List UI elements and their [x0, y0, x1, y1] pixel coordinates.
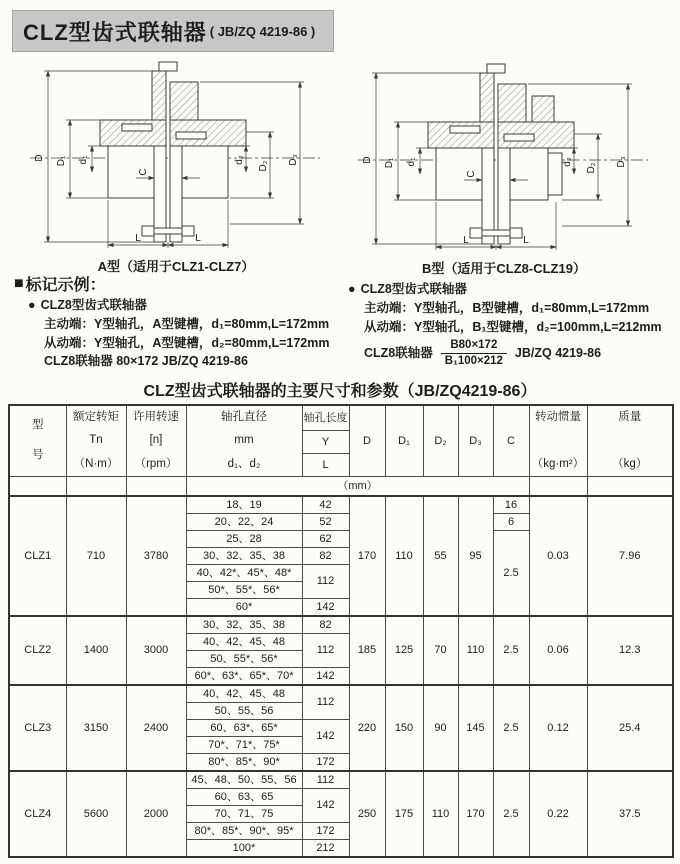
dim-label-L2: L: [523, 235, 529, 246]
D1-cell: 150: [385, 685, 423, 771]
header-C: C: [493, 405, 529, 477]
empty-cell: [529, 477, 587, 497]
bore-cell: 45、48、50、55、56: [186, 771, 302, 789]
designation-fraction: $\frac{B80\times 172}{\text{B₁100×212}}$: [441, 338, 507, 368]
D1-cell: 175: [385, 771, 423, 857]
marking-example-right: [348, 280, 674, 368]
dim-label-d2: d₂: [234, 155, 245, 165]
bore-cell: 100*: [186, 840, 302, 858]
marking-right-line2: 从动端：Y型轴孔，B₁型键槽，d₂=100mm,L=212mm: [364, 319, 662, 334]
bore-cell: 40、42、45、48: [186, 634, 302, 651]
torque-cell: 710: [66, 496, 126, 616]
page-title-main: CLZ型齿式联轴器: [23, 19, 207, 45]
dim-label-L2: L: [195, 233, 201, 244]
dim-label-C: C: [466, 170, 477, 178]
dim-label-d1: d₁: [406, 157, 417, 167]
dim-label-D3: D₃: [616, 156, 627, 168]
header-model: 型 号: [9, 405, 66, 477]
marking-heading: [14, 272, 106, 295]
model-cell: CLZ1: [9, 496, 66, 616]
table-row: [9, 771, 673, 789]
marking-left-line1: 主动端：Y型轴孔，A型键槽，d₁=80mm,L=172mm: [44, 316, 330, 331]
header-bore-length: 轴孔长度: [302, 405, 349, 431]
marking-right-title: ● CLZ8型齿式联轴器: [348, 280, 674, 299]
speed-cell: 3000: [126, 616, 186, 685]
length-cell: 212: [302, 840, 349, 858]
D3-cell: 110: [458, 616, 493, 685]
D-cell: 185: [349, 616, 385, 685]
bore-cell: 25、28: [186, 531, 302, 548]
length-cell: 82: [302, 616, 349, 634]
marking-right-designation: CLZ8联轴器 $\frac{B80\times 172}{\text{B₁100×212}}$ JB/ZQ 4219-86: [364, 339, 602, 367]
D3-cell: 170: [458, 771, 493, 857]
length-cell: 62: [302, 531, 349, 548]
bore-cell: 30、32、35、38: [186, 548, 302, 565]
table-header-row: [9, 405, 673, 431]
square-bullet-icon: ■: [14, 274, 24, 292]
length-cell: 42: [302, 496, 349, 514]
model-cell: CLZ2: [9, 616, 66, 685]
empty-cell: [126, 477, 186, 497]
length-cell: 172: [302, 823, 349, 840]
length-cell: 52: [302, 514, 349, 531]
mass-cell: 25.4: [587, 685, 673, 771]
bore-cell: 50、55*、56*: [186, 651, 302, 668]
dim-label-C: C: [138, 168, 149, 176]
speed-cell: 2400: [126, 685, 186, 771]
marking-left-title: ● CLZ8型齿式联轴器: [28, 296, 348, 315]
header-bore-diameter: 轴孔直径 mm d₁、d₂: [186, 405, 302, 477]
C-cell: 6: [493, 514, 529, 531]
header-D3: D₃: [458, 405, 493, 477]
dim-label-D3: D₃: [288, 154, 299, 166]
speed-cell: 2000: [126, 771, 186, 857]
dim-label-D1: D₁: [56, 155, 67, 167]
bore-cell: 80*、85*、90*: [186, 754, 302, 772]
table-row: [9, 496, 673, 514]
inertia-cell: 0.12: [529, 685, 587, 771]
D-cell: 220: [349, 685, 385, 771]
dim-label-D2: D₂: [586, 162, 597, 174]
table-title: CLZ型齿式联轴器的主要尺寸和参数（JB/ZQ4219-86）: [143, 383, 537, 400]
D1-cell: 110: [385, 496, 423, 616]
header-D2: D₂: [423, 405, 458, 477]
dim-label-D: D: [362, 156, 373, 164]
type-a-caption: A型（适用于CLZ1-CLZ7）: [97, 259, 255, 274]
mass-cell: 7.96: [587, 496, 673, 616]
bore-cell: 40、42*、45*、48*: [186, 565, 302, 582]
length-cell: 142: [302, 720, 349, 754]
length-cell: 142: [302, 789, 349, 823]
type-b-caption: B型（适用于CLZ8-CLZ19）: [422, 261, 586, 276]
dim-label-L1: L: [135, 233, 141, 244]
header-torque: 额定转矩 Tn （N·m）: [66, 405, 126, 477]
bore-cell: 50、55、56: [186, 703, 302, 720]
bore-cell: 80*、85*、90*、95*: [186, 823, 302, 840]
circle-bullet-icon: ●: [348, 282, 356, 296]
bore-cell: 40、42、45、48: [186, 685, 302, 703]
D2-cell: 110: [423, 771, 458, 857]
marking-right-line1: 主动端：Y型轴孔，B型键槽，d₁=80mm,L=172mm: [364, 300, 650, 315]
header-length-l: L: [302, 454, 349, 477]
torque-cell: 5600: [66, 771, 126, 857]
length-cell: 172: [302, 754, 349, 772]
table-row: [9, 685, 673, 703]
D2-cell: 90: [423, 685, 458, 771]
C-cell: 2.5: [493, 685, 529, 771]
dim-label-D2: D₂: [258, 160, 269, 172]
C-cell: 2.5: [493, 771, 529, 857]
page-title: [12, 10, 334, 52]
header-D1: D₁: [385, 405, 423, 477]
inertia-cell: 0.03: [529, 496, 587, 616]
dim-label-d1: d₁: [78, 155, 89, 165]
torque-cell: 3150: [66, 685, 126, 771]
length-cell: 112: [302, 685, 349, 720]
empty-cell: [9, 477, 66, 497]
unit-mm-cell: （mm）: [186, 477, 529, 497]
bore-cell: 20、22、24: [186, 514, 302, 531]
dim-label-D1: D₁: [384, 157, 395, 169]
inertia-cell: 0.06: [529, 616, 587, 685]
page-title-standard: ( JB/ZQ 4219-86 ): [209, 23, 316, 39]
D-cell: 170: [349, 496, 385, 616]
type-a-figure: [18, 58, 334, 275]
parameters-table: [8, 404, 674, 858]
mass-cell: 37.5: [587, 771, 673, 857]
unit-row: [9, 477, 673, 497]
D-cell: 250: [349, 771, 385, 857]
torque-cell: 1400: [66, 616, 126, 685]
model-cell: CLZ3: [9, 685, 66, 771]
header-speed: 许用转速 [n] （rpm）: [126, 405, 186, 477]
inertia-cell: 0.22: [529, 771, 587, 857]
marking-left-line2: 从动端：Y型轴孔，A型键槽，d₂=80mm,L=172mm: [44, 335, 330, 350]
D2-cell: 70: [423, 616, 458, 685]
circle-bullet-icon: ●: [28, 298, 36, 312]
type-b-drawing: [346, 60, 662, 252]
marking-left-designation: CLZ8联轴器 80×172 JB/ZQ 4219-86: [44, 354, 248, 369]
type-b-figure: [346, 60, 662, 277]
empty-cell: [66, 477, 126, 497]
C-cell: 16: [493, 496, 529, 514]
marking-example-left: [28, 296, 348, 371]
bore-cell: 50*、55*、56*: [186, 582, 302, 599]
D3-cell: 95: [458, 496, 493, 616]
mass-cell: 12.3: [587, 616, 673, 685]
C-cell: 2.5: [493, 531, 529, 617]
length-cell: 112: [302, 771, 349, 789]
speed-cell: 3780: [126, 496, 186, 616]
dim-label-D: D: [34, 154, 45, 162]
length-cell: 142: [302, 599, 349, 617]
bore-cell: 30、32、35、38: [186, 616, 302, 634]
D1-cell: 125: [385, 616, 423, 685]
length-cell: 142: [302, 668, 349, 686]
marking-heading-label: 标记示例：: [25, 277, 106, 294]
model-cell: CLZ4: [9, 771, 66, 857]
dim-label-d2: d₂: [562, 157, 573, 167]
bore-cell: 70、71、75: [186, 806, 302, 823]
bore-cell: 70*、71*、75*: [186, 737, 302, 754]
table-row: [9, 616, 673, 634]
bore-cell: 18、19: [186, 496, 302, 514]
empty-cell: [587, 477, 673, 497]
bore-cell: 60、63*、65*: [186, 720, 302, 737]
header-mass: 质量 （kg）: [587, 405, 673, 477]
header-D: D: [349, 405, 385, 477]
D3-cell: 145: [458, 685, 493, 771]
bore-cell: 60、63、65: [186, 789, 302, 806]
length-cell: 112: [302, 565, 349, 599]
D2-cell: 55: [423, 496, 458, 616]
length-cell: 82: [302, 548, 349, 565]
type-a-drawing: [18, 58, 334, 250]
bore-cell: 60*、63*、65*、70*: [186, 668, 302, 686]
C-cell: 2.5: [493, 616, 529, 685]
header-inertia: 转动惯量 （kg·m²）: [529, 405, 587, 477]
bore-cell: 60*: [186, 599, 302, 617]
dim-label-L1: L: [463, 235, 469, 246]
header-length-y: Y: [302, 431, 349, 454]
length-cell: 112: [302, 634, 349, 668]
